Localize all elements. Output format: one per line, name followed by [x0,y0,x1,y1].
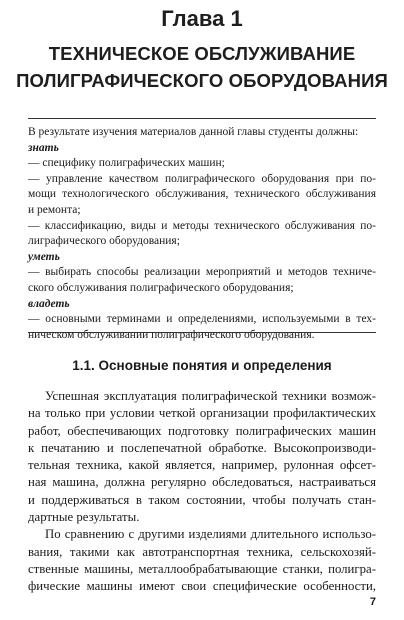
paragraph-line: работ, обеспечивающих подготовку полиграфических машин [28,423,376,438]
learning-objectives-box [28,125,376,343]
paragraph-line: ственные машины, металлообрабатывающие станки, полигра- [28,561,376,576]
objectives-heading-know: знать [28,141,59,154]
paragraph-line: вания, такими как автотранспортная техника, сельскохозяй- [28,544,376,559]
chapter-title-line: ПОЛИГРАФИЧЕСКОГО ОБОРУДОВАНИЯ [16,70,388,91]
objectives-item: — специфику полиграфических машин; [28,157,225,170]
objectives-item: лиграфического оборудования; [28,235,180,248]
paragraph-line: фические машины имеют свои специфические особенности, [28,579,376,594]
objectives-item: — управление качеством полиграфического оборудования при по- [28,172,376,185]
body-text [28,388,376,596]
section-title: 1.1. Основные понятия и определения [72,358,332,373]
objectives-heading-can: уметь [28,250,60,263]
paragraph-line: По сравнению с другими изделиями длительного использо- [45,527,376,542]
page-number: 7 [369,596,376,608]
objectives-item: ского обслуживания полиграфического оборудования; [28,281,294,294]
paragraph-line: на только при условии четкой организации профилактических [28,406,376,421]
paragraph-line: и поддерживаться в таком состоянии, чтобы получать стан- [28,492,376,507]
objectives-heading-master: владеть [28,297,70,310]
objectives-item: — выбирать способы реализации мероприятий и методов техниче- [28,266,376,279]
paragraph-line: к печатанию и послепечатной обработке. Высокопроизводи- [28,440,376,455]
objectives-item: — основными терминами и определениями, используемыми в тех- [28,313,376,326]
chapter-title [0,40,404,94]
objectives-intro: В результате изучения материалов данной главы студенты должны: [28,126,359,138]
chapter-number: Глава 1 [161,6,243,31]
objectives-item: мощи технологического обслуживания, технического обслуживания [28,188,376,201]
objectives-bottom-rule [28,332,376,333]
chapter-title-line: ТЕХНИЧЕСКОЕ ОБСЛУЖИВАНИЕ [48,43,356,64]
paragraph-line: тельная техника, какой является, например, рулонная офсет- [28,458,376,473]
paragraph-line: ная машина, должна регулярно обследоваться, настраиваться [28,475,376,490]
objectives-item: — классификацию, виды и методы технического обслуживания по- [28,219,376,232]
paragraph-line: дартные результаты. [28,510,140,525]
objectives-item: и ремонта; [28,203,81,216]
objectives-item: ническом обслуживании полиграфического оборудования. [28,328,315,341]
objectives-top-rule [28,118,376,119]
paragraph-line: Успешная эксплуатация полиграфической техники возмож- [45,389,376,403]
